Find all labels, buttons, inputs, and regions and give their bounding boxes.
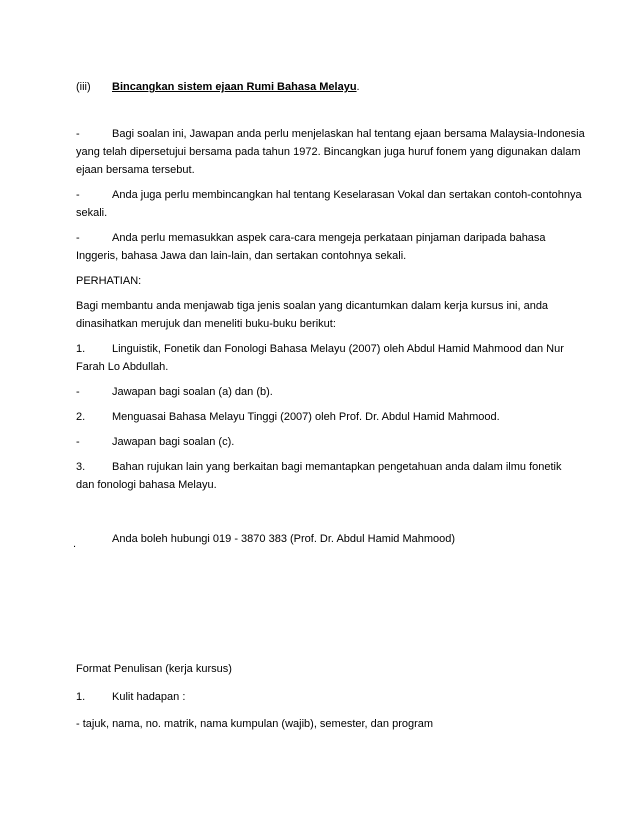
reference-2-first: Menguasai Bahasa Melayu Tinggi (2007) oleh Prof. Dr. Abdul Hamid Mahmood. bbox=[112, 411, 500, 423]
reference-1-note: Jawapan bagi soalan (a) dan (b). bbox=[112, 386, 273, 398]
bullet-3-line-2: Inggeris, bahasa Jawa dan lain-lain, dan sertakan contohnya sekali. bbox=[76, 250, 407, 262]
format-item-label: Kulit hadapan : bbox=[112, 691, 186, 703]
reference-1-note-marker: - bbox=[76, 386, 80, 398]
format-detail: - tajuk, nama, no. matrik, nama kumpulan (wajib), semester, dan program bbox=[76, 718, 434, 730]
section-marker: (iii) bbox=[76, 81, 91, 93]
reference-1-first: Linguistik, Fonetik dan Fonologi Bahasa Melayu (2007) oleh Abdul Hamid Mahmood dan Nur bbox=[112, 343, 564, 355]
bullet-3-first: Anda perlu memasukkan aspek cara-cara mengeja perkataan pinjaman daripada bahasa bbox=[112, 232, 546, 244]
section-heading-end: . bbox=[356, 81, 360, 93]
reference-2-note: Jawapan bagi soalan (c). bbox=[112, 436, 235, 448]
reference-1-line-2: Farah Lo Abdullah. bbox=[76, 361, 169, 373]
perhatian-intro-1: Bagi membantu anda menjawab tiga jenis soalan yang dicantumkan dalam kerja kursus ini, anda bbox=[76, 300, 549, 312]
bullet-2-first: Anda juga perlu membincangkan hal tentang Keselarasan Vokal dan sertakan contoh-contohnya bbox=[112, 189, 582, 201]
reference-3-marker: 3. bbox=[76, 461, 86, 473]
reference-2-marker: 2. bbox=[76, 411, 86, 423]
stray-dot: . bbox=[73, 538, 77, 550]
format-item-marker: 1. bbox=[76, 691, 86, 703]
reference-3-line-2: dan fonologi bahasa Melayu. bbox=[76, 479, 217, 491]
bullet-2-marker: - bbox=[76, 189, 80, 201]
bullet-2-line-2: sekali. bbox=[76, 207, 108, 219]
bullet-1-marker: - bbox=[76, 128, 80, 140]
section-heading-text: Bincangkan sistem ejaan Rumi Bahasa Melayu bbox=[112, 81, 357, 93]
bullet-1-first: Bagi soalan ini, Jawapan anda perlu menjelaskan hal tentang ejaan bersama Malaysia-Indonesia bbox=[112, 128, 585, 140]
contact-line: Anda boleh hubungi 019 - 3870 383 (Prof. Dr. Abdul Hamid Mahmood) bbox=[112, 533, 456, 545]
reference-1-marker: 1. bbox=[76, 343, 86, 355]
bullet-1-line-3: ejaan bersama tersebut. bbox=[76, 164, 195, 176]
reference-3-first: Bahan rujukan lain yang berkaitan bagi memantapkan pengetahuan anda dalam ilmu fonetik bbox=[112, 461, 562, 473]
format-title: Format Penulisan (kerja kursus) bbox=[76, 663, 232, 675]
section-heading bbox=[112, 80, 360, 94]
perhatian-title: PERHATIAN: bbox=[76, 275, 142, 287]
bullet-1-line-2: yang telah dipersetujui bersama pada tahun 1972. Bincangkan juga huruf fonem yang digunakan dalam bbox=[76, 146, 581, 158]
bullet-3-marker: - bbox=[76, 232, 80, 244]
perhatian-intro-2: dinasihatkan merujuk dan meneliti buku-buku berikut: bbox=[76, 318, 336, 330]
reference-2-note-marker: - bbox=[76, 436, 80, 448]
